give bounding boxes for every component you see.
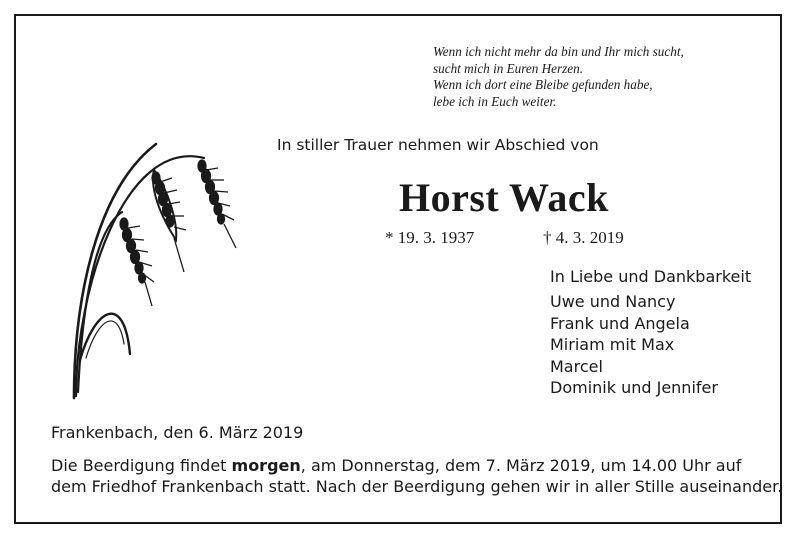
place-date: Frankenbach, den 6. März 2019	[51, 423, 304, 442]
funeral-text-end: , am Donnerstag, dem 7. März 2019, um 14.00 Uhr auf	[300, 456, 742, 475]
death-date: † 4. 3. 2019	[543, 228, 624, 247]
mourner-name: Uwe und Nancy	[550, 292, 676, 311]
wheat-ears-icon	[64, 130, 244, 402]
memorial-poem: Wenn ich nicht mehr da bin und Ihr mich sucht, sucht mich in Euren Herzen. Wenn ich dort eine Bleibe gefunden habe, lebe ich in Euch weiter.	[433, 44, 684, 109]
mourner-name: Marcel	[550, 356, 603, 376]
funeral-notice-line-1	[51, 455, 741, 476]
mourner-name: Dominik und Jennifer	[550, 378, 718, 397]
deceased-name: Horst Wack	[399, 175, 609, 220]
birth-date: * 19. 3. 1937	[385, 228, 475, 247]
intro-line: In stiller Trauer nehmen wir Abschied von	[277, 136, 599, 154]
mourner-name: Frank und Angela	[550, 313, 690, 333]
funeral-text-start: Die Beerdigung findet	[51, 456, 232, 475]
funeral-notice-line-2: dem Friedhof Frankenbach statt. Nach der Beerdigung gehen wir in aller Stille auseinander.	[51, 477, 783, 496]
funeral-highlight: morgen	[231, 456, 301, 475]
mourners-heading: In Liebe und Dankbarkeit	[550, 267, 752, 286]
mourner-name: Miriam mit Max	[550, 335, 675, 354]
